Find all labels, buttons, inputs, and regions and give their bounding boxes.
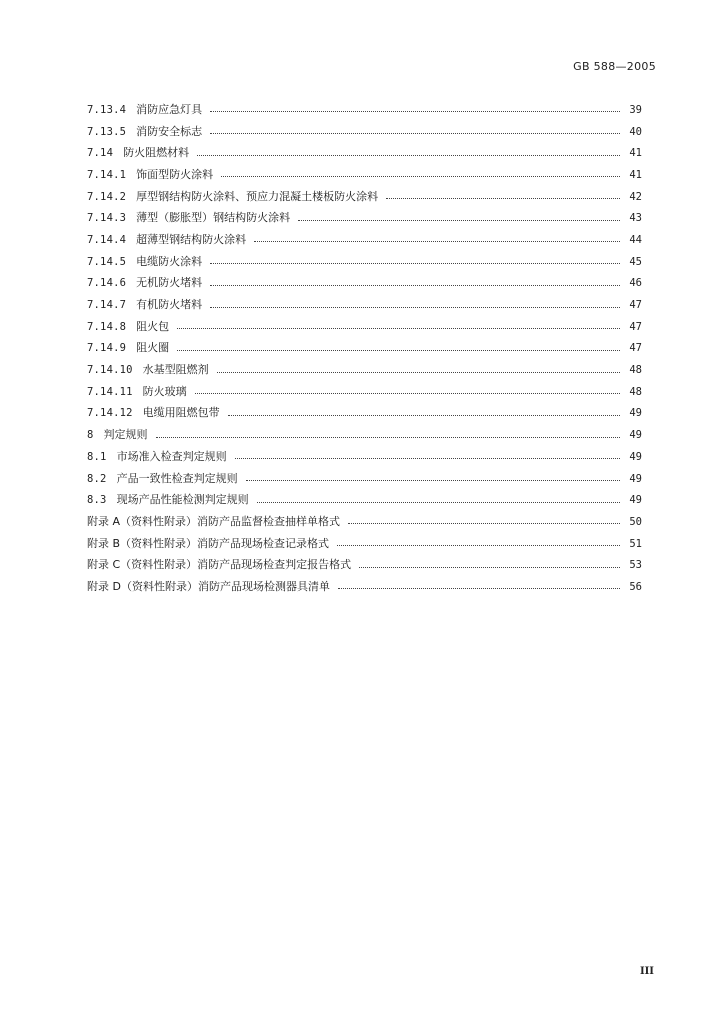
toc-title: 薄型（膨胀型）钢结构防火涂料	[136, 211, 291, 225]
toc-entry[interactable]	[87, 359, 642, 381]
toc-title: 有机防火堵料	[136, 298, 203, 312]
toc-title: 电缆用阻燃包带	[142, 406, 220, 420]
dot-leader	[210, 111, 620, 112]
toc-entry-appendix[interactable]	[87, 554, 642, 576]
toc-page-number: 49	[629, 472, 642, 485]
toc-number: 7.14.12	[87, 407, 133, 420]
dot-leader	[210, 285, 620, 286]
toc-entry[interactable]	[87, 316, 642, 338]
toc-number: 8.3	[87, 494, 107, 507]
toc-title: 厚型钢结构防火涂料、预应力混凝土楼板防火涂料	[136, 189, 379, 203]
toc-number: 7.13.5	[87, 125, 127, 138]
dot-leader	[177, 350, 620, 351]
toc-title: 防火阻燃材料	[123, 146, 190, 160]
toc-entry-appendix[interactable]	[87, 511, 642, 533]
toc-number: 7.13.4	[87, 103, 127, 116]
toc-number: 8.1	[87, 450, 107, 463]
toc-entry[interactable]	[87, 424, 642, 446]
toc-page-number: 40	[629, 125, 642, 138]
toc-entry[interactable]	[87, 403, 642, 425]
toc-title: 附录 C（资料性附录）消防产品现场检查判定报告格式	[87, 558, 352, 572]
toc-number: 7.14	[87, 147, 114, 160]
toc-entry[interactable]	[87, 99, 642, 121]
toc-page-number: 42	[629, 190, 642, 203]
toc-number: 7.14.2	[87, 190, 127, 203]
toc-page-number: 46	[629, 277, 642, 290]
toc-number: 7.14.5	[87, 255, 127, 268]
dot-leader	[228, 415, 620, 416]
toc-page-number: 48	[629, 364, 642, 377]
toc-entry-appendix[interactable]	[87, 576, 642, 598]
toc-entry[interactable]	[87, 251, 642, 273]
toc-page-number: 48	[629, 385, 642, 398]
toc-title: 防火玻璃	[142, 384, 187, 398]
toc-entry[interactable]	[87, 489, 642, 511]
dot-leader	[195, 393, 620, 394]
toc-page-number: 51	[629, 537, 642, 550]
toc-number: 7.14.1	[87, 168, 127, 181]
dot-leader	[235, 458, 620, 459]
dot-leader	[386, 198, 620, 199]
page-folio: III	[639, 966, 654, 977]
dot-leader	[221, 176, 620, 177]
toc-title: 无机防火堵料	[136, 276, 203, 290]
toc-page-number: 44	[629, 233, 642, 246]
toc-entry[interactable]	[87, 338, 642, 360]
toc-title: 判定规则	[103, 428, 148, 442]
dot-leader	[210, 133, 620, 134]
toc-number: 7.14.3	[87, 212, 127, 225]
toc-entry[interactable]	[87, 381, 642, 403]
toc-title: 附录 B（资料性附录）消防产品现场检查记录格式	[87, 536, 330, 550]
toc-number: 8.2	[87, 472, 107, 485]
toc-page-number: 56	[629, 580, 642, 593]
toc-page-number: 49	[629, 407, 642, 420]
toc-title: 电缆防火涂料	[136, 254, 203, 268]
toc-entry[interactable]	[87, 468, 642, 490]
dot-leader	[217, 372, 620, 373]
toc-entry[interactable]	[87, 229, 642, 251]
toc-entry[interactable]	[87, 207, 642, 229]
toc-entry-appendix[interactable]	[87, 533, 642, 555]
dot-leader	[210, 263, 620, 264]
toc-entry[interactable]	[87, 142, 642, 164]
toc-page-number: 41	[629, 168, 642, 181]
toc-page-number: 49	[629, 450, 642, 463]
toc-page-number: 45	[629, 255, 642, 268]
toc-title: 附录 A（资料性附录）消防产品监督检查抽样单格式	[87, 514, 341, 528]
dot-leader	[156, 437, 620, 438]
dot-leader	[210, 307, 620, 308]
toc-page-number: 41	[629, 147, 642, 160]
toc-number: 7.14.6	[87, 277, 127, 290]
toc-title: 阻火圈	[136, 341, 170, 355]
toc-entry[interactable]	[87, 273, 642, 295]
dot-leader	[359, 567, 620, 568]
toc-entry[interactable]	[87, 164, 642, 186]
toc-entry[interactable]	[87, 446, 642, 468]
dot-leader	[348, 523, 620, 524]
toc-title: 阻火包	[136, 319, 170, 333]
toc-page-number: 43	[629, 212, 642, 225]
toc-number: 8	[87, 429, 94, 442]
standard-code: GB 588—2005	[573, 60, 656, 73]
toc-title: 消防安全标志	[136, 124, 203, 138]
dot-leader	[197, 155, 620, 156]
toc-page-number: 49	[629, 429, 642, 442]
dot-leader	[177, 328, 620, 329]
dot-leader	[338, 588, 620, 589]
toc-number: 7.14.11	[87, 385, 133, 398]
toc-title: 现场产品性能检测判定规则	[116, 493, 249, 507]
toc-number: 7.14.10	[87, 364, 133, 377]
toc-page-number: 39	[629, 103, 642, 116]
toc-entry[interactable]	[87, 294, 642, 316]
dot-leader	[246, 480, 620, 481]
toc-title: 产品一致性检查判定规则	[116, 471, 238, 485]
dot-leader	[254, 241, 620, 242]
dot-leader	[337, 545, 620, 546]
toc-page-number: 49	[629, 494, 642, 507]
toc-title: 消防应急灯具	[136, 102, 203, 116]
toc-number: 7.14.4	[87, 233, 127, 246]
toc-page-number: 50	[629, 515, 642, 528]
toc-title: 超薄型钢结构防火涂料	[136, 232, 247, 246]
toc-page-number: 53	[629, 559, 642, 572]
toc-number: 7.14.9	[87, 342, 127, 355]
toc-title: 饰面型防火涂料	[136, 167, 214, 181]
toc-title: 水基型阻燃剂	[142, 363, 209, 377]
toc-page-number: 47	[629, 299, 642, 312]
toc-page-number: 47	[629, 342, 642, 355]
toc-entry[interactable]	[87, 186, 642, 208]
toc-title: 市场准入检查判定规则	[116, 449, 227, 463]
dot-leader	[257, 502, 620, 503]
table-of-contents	[87, 99, 642, 598]
toc-page-number: 47	[629, 320, 642, 333]
toc-number: 7.14.7	[87, 299, 127, 312]
toc-title: 附录 D（资料性附录）消防产品现场检测器具清单	[87, 579, 330, 593]
toc-number: 7.14.8	[87, 320, 127, 333]
toc-entry[interactable]	[87, 121, 642, 143]
dot-leader	[298, 220, 620, 221]
